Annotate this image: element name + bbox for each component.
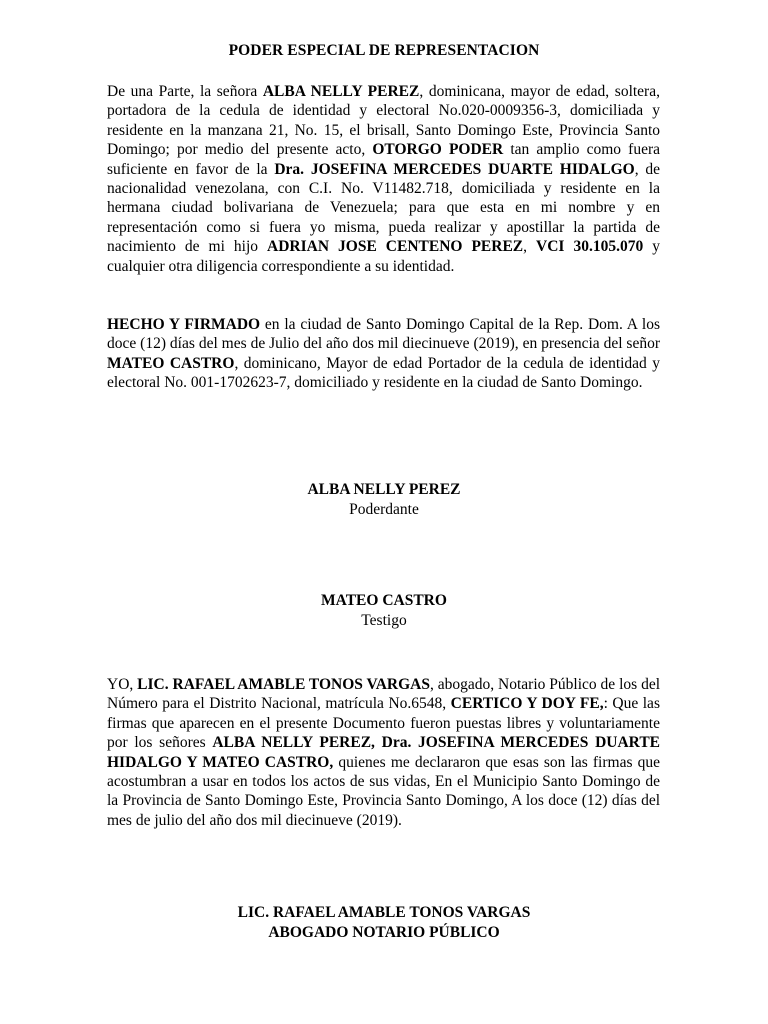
text-run: : Que las firmas que aparecen en el presente Documento fueron puestas libres y voluntariamente por los señores [107, 695, 660, 752]
signature-block-grantor [0, 480, 768, 520]
signature-name: MATEO CASTRO [321, 592, 447, 609]
paragraph-grant-of-power [107, 82, 660, 276]
signature-role: Poderdante [349, 501, 419, 518]
signature-block-witness [0, 591, 768, 631]
text-run: quienes me declararon que esas son las firmas que acostumbran a usar en todos los actos de sus vidas, En el Municipio Santo Domingo de la Provincia de Santo Domingo Este, Provincia Santo Domingo, A los doce (12) días del mes de julio del año dos mil diecinueve (2019). [107, 753, 660, 829]
text-run: , de nacionalidad venezolana, con C.I. No. V11482.718, domiciliada y residente en la hermana ciudad bolivariana de Venezuela; para que esta en mi nombre y en representación como si fuera yo misma, pueda realizar y apostillar la partida de nacimiento de mi hijo [107, 160, 660, 256]
text-run: YO, [107, 676, 138, 693]
bold-text-run: CERTICO Y DOY FE, [450, 695, 604, 713]
text-run: y cualquier otra diligencia correspondiente a su identidad. [107, 238, 660, 275]
text-run: De una Parte, la señora [107, 83, 263, 100]
signature-role: ABOGADO NOTARIO PÚBLICO [268, 924, 500, 941]
text-run: en la ciudad de Santo Domingo Capital de la Rep. Dom. A los doce (12) días del mes de Julio del año dos mil diecinueve (2019), en presencia del señor [107, 316, 660, 353]
bold-text-run: Dra. JOSEFINA MERCEDES DUARTE HIDALGO [274, 160, 635, 178]
signature-name: LIC. RAFAEL AMABLE TONOS VARGAS [237, 904, 531, 921]
signature-block-notary [0, 903, 768, 943]
bold-text-run: ADRIAN JOSE CENTENO PEREZ [267, 238, 524, 256]
signature-name: ALBA NELLY PEREZ [307, 481, 461, 498]
bold-text-run: LIC. RAFAEL AMABLE TONOS VARGAS [137, 676, 430, 693]
bold-text-run: HECHO Y FIRMADO [107, 316, 261, 333]
text-run: , [523, 238, 537, 256]
bold-text-run: VCI 30.105.070 [536, 238, 644, 256]
document-title: PODER ESPECIAL DE REPRESENTACION [228, 42, 540, 59]
text-run: , dominicano, Mayor de edad Portador de la cedula de identidad y electoral No. 001-1702623-7, domiciliado y residente en la ciudad de Santo Domingo. [107, 354, 660, 392]
text-run: tan amplio como fuera suficiente en favor de la [107, 141, 660, 178]
bold-text-run: ALBA NELLY PEREZ, Dra. JOSEFINA MERCEDES DUARTE HIDALGO Y MATEO CASTRO, [107, 734, 660, 771]
bold-text-run: ALBA NELLY PEREZ [262, 83, 420, 100]
bold-text-run: OTORGO PODER [372, 141, 504, 159]
text-run: , abogado, Notario Público de los del Número para el Distrito Nacional, matrícula No.6548, [107, 676, 661, 713]
paragraph-signed-and-witnessed [107, 315, 660, 393]
paragraph-notary-certification [107, 675, 660, 830]
text-run: , dominicana, mayor de edad, soltera, portadora de la cedula de identidad y electoral No.020-0009356-3, domiciliada y residente en la manzana 21, No. 15, el brisall, Santo Domingo Este, Provincia Santo Domingo; por medio del presente acto, [107, 83, 660, 159]
bold-text-run: MATEO CASTRO [107, 354, 235, 372]
signature-role: Testigo [361, 612, 407, 629]
